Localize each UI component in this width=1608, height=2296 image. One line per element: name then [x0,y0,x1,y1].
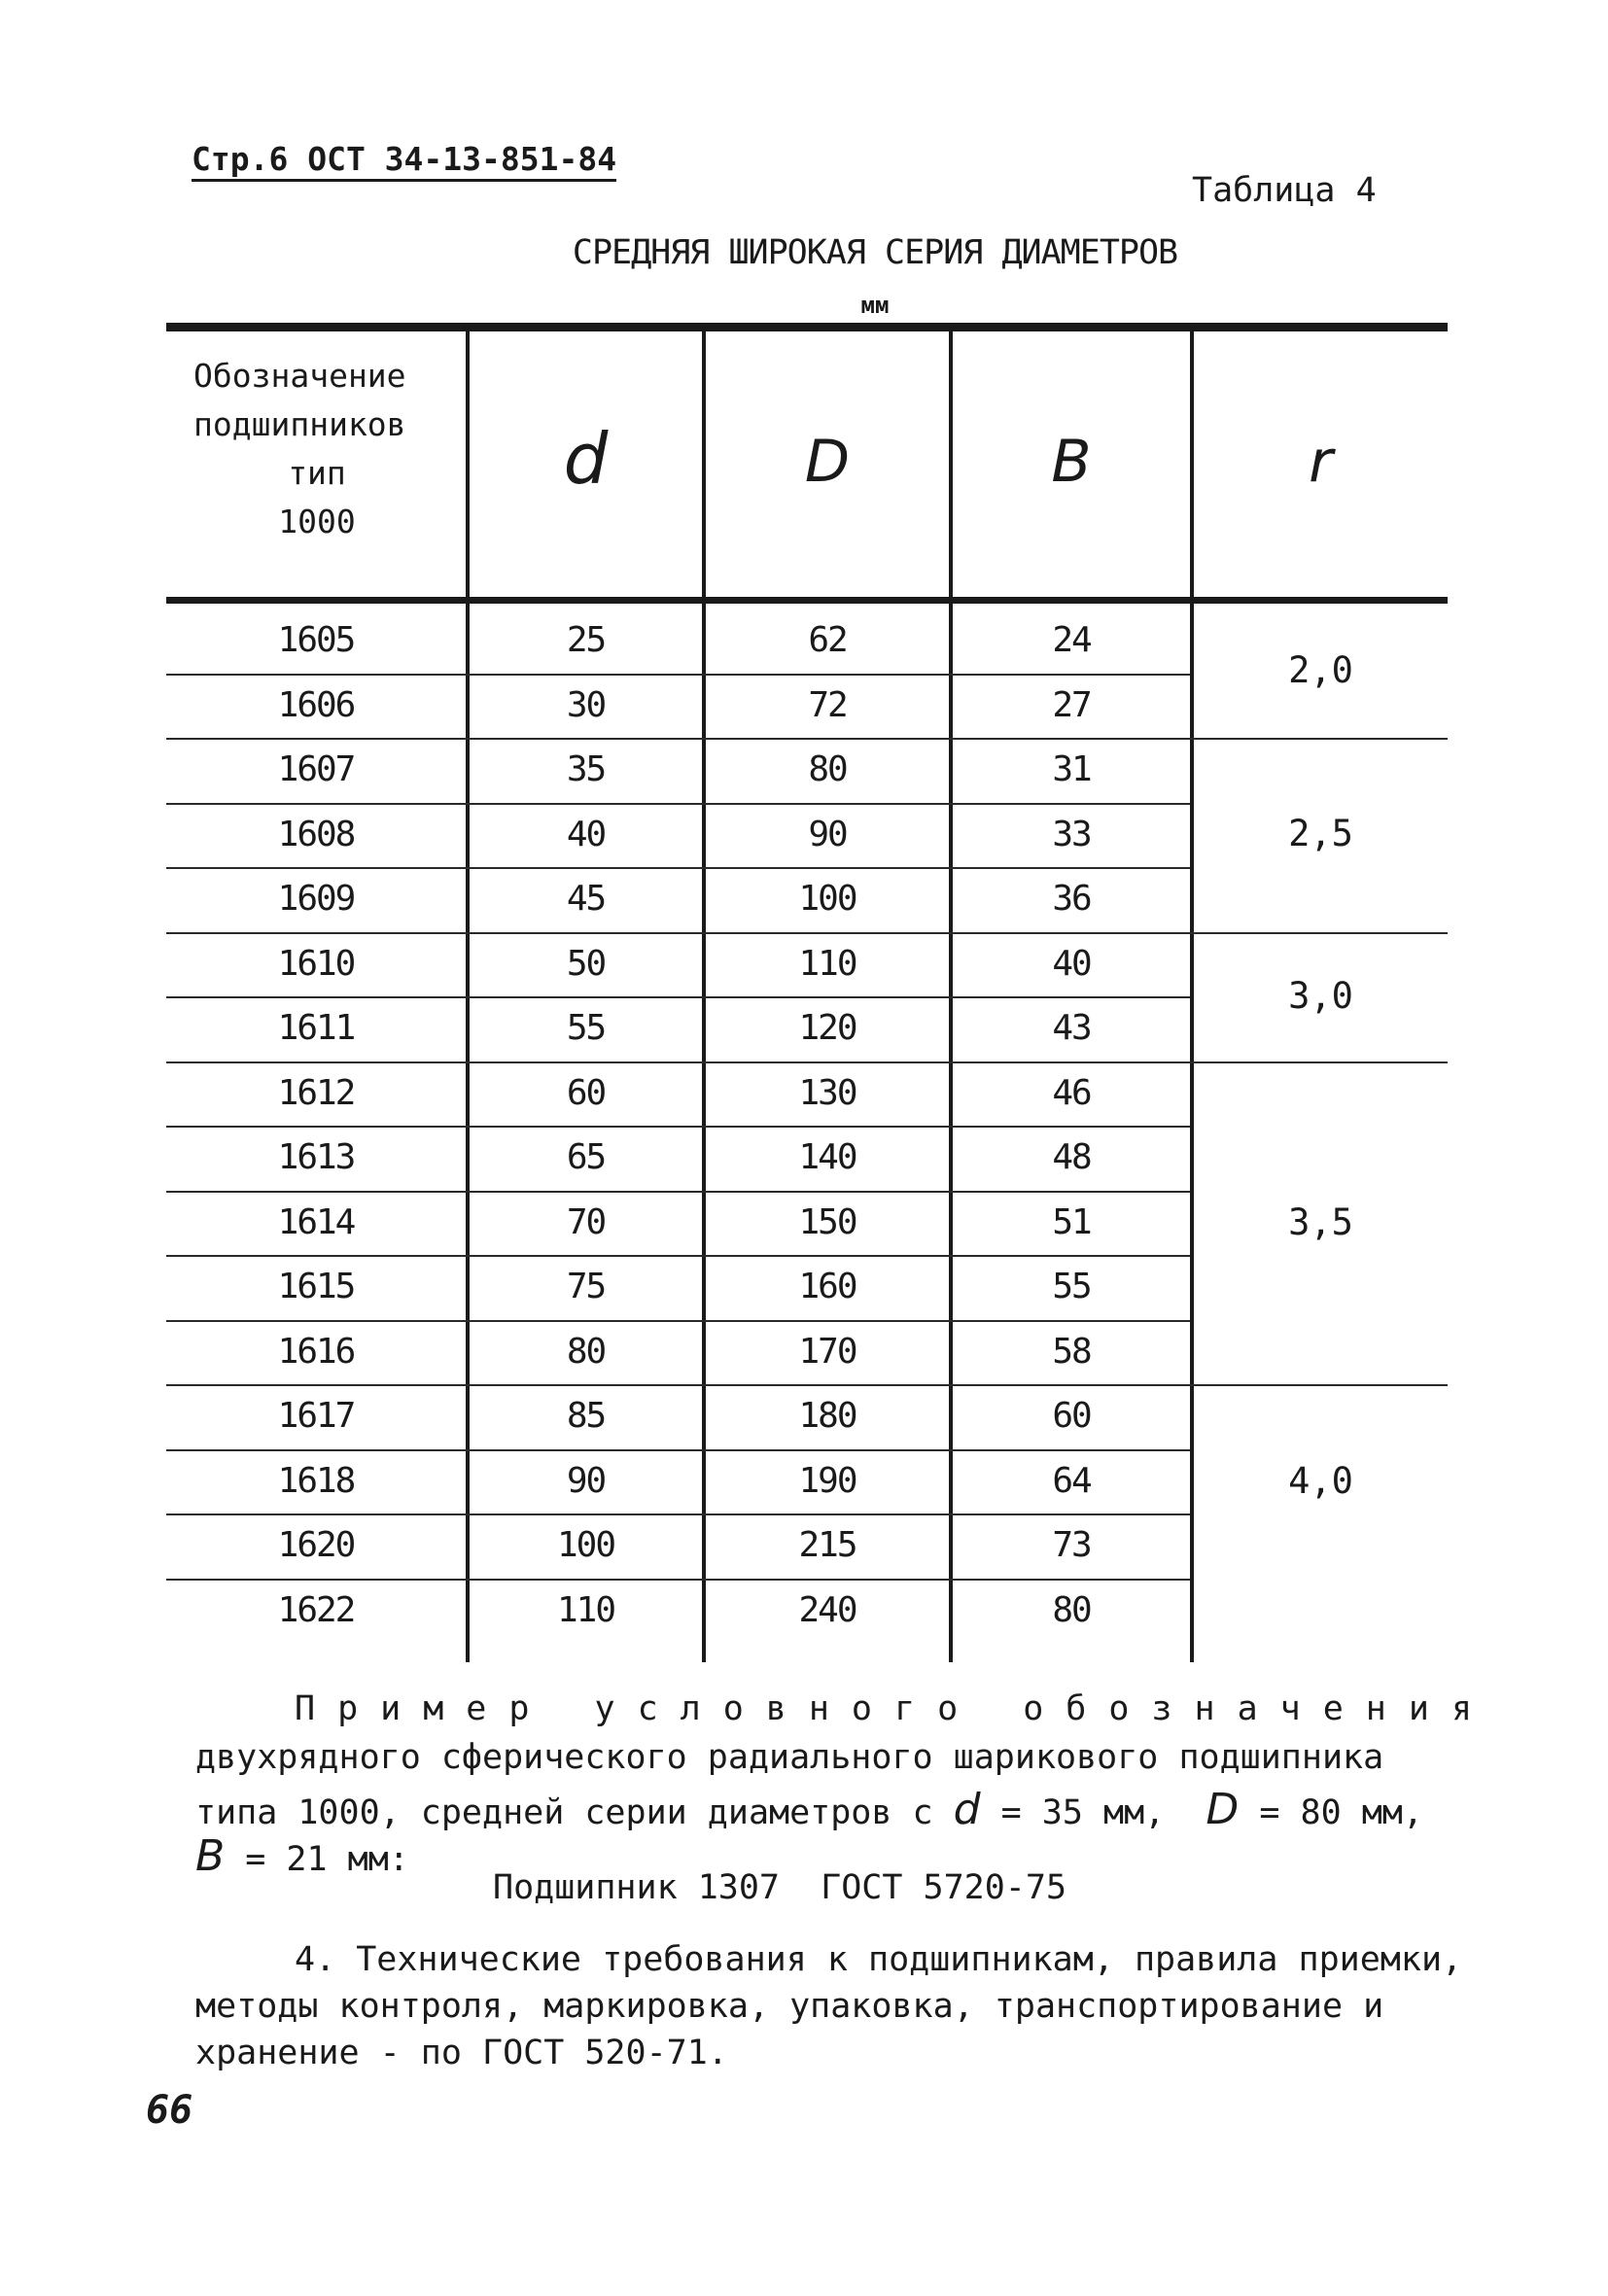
B-cell: 51 [1052,1201,1091,1242]
header-d: d [563,418,609,500]
designation-cell: 1607 [277,749,355,789]
d-cell: 90 [566,1460,606,1501]
clause-line: хранение - по ГОСТ 520-71. [195,2034,728,2072]
row-divider [166,803,1190,805]
example-text: типа 1000, средней серии диаметров с [195,1793,954,1832]
D-cell: 90 [808,814,847,854]
B-cell: 73 [1052,1525,1091,1565]
row-divider [166,738,1448,740]
example-text: = 35 мм, [980,1793,1206,1832]
D-cell: 160 [798,1267,856,1306]
B-cell: 33 [1052,814,1091,854]
d-cell: 35 [566,749,606,789]
B-cell: 27 [1052,684,1091,725]
r-value: 2,5 [1288,813,1353,854]
d-cell: 75 [566,1267,606,1306]
designation-cell: 1614 [277,1201,355,1242]
table-label: Таблица 4 [1192,171,1377,210]
example-heading: Пример условного обозначения [295,1689,1495,1728]
B-cell: 48 [1052,1137,1091,1177]
r-value: 3,5 [1288,1201,1353,1243]
designation-cell: 1617 [277,1396,355,1436]
designation-cell: 1613 [277,1137,355,1177]
B-cell: 64 [1052,1460,1091,1501]
d-cell: 85 [566,1396,606,1436]
row-divider [166,674,1190,676]
designation-cell: 1622 [277,1589,355,1630]
header-designation-line: подшипников [193,405,406,443]
row-divider [166,1191,1190,1193]
D-cell: 240 [798,1589,856,1630]
row-divider [166,1579,1190,1581]
row-divider [166,1126,1190,1128]
clause-line: 4. Технические требования к подшипникам, правила приемки, [295,1940,1463,1979]
designation-cell: 1610 [277,943,355,984]
table-top-rule [166,323,1448,331]
example-line [195,1831,409,1881]
designation-cell: 1608 [277,814,355,854]
designation-cell: 1618 [277,1460,355,1501]
header-B: B [1051,428,1092,496]
row-divider [166,1384,1448,1386]
B-cell: 31 [1052,749,1091,789]
row-divider [166,996,1190,998]
D-cell: 180 [798,1396,856,1436]
table-title: СРЕДНЯЯ ШИРОКАЯ СЕРИЯ ДИАМЕТРОВ [572,233,1178,272]
D-cell: 120 [798,1008,856,1048]
B-cell: 80 [1052,1589,1091,1630]
D-cell: 170 [798,1331,856,1372]
B-cell: 58 [1052,1331,1091,1372]
B-cell: 55 [1052,1267,1091,1306]
D-cell: 190 [798,1460,856,1501]
D-cell: 100 [798,879,856,919]
designation-cell: 1606 [277,684,355,725]
table-header-rule [166,597,1448,604]
symbol-D: D [1206,1785,1240,1834]
designation-cell: 1612 [277,1072,355,1113]
D-cell: 80 [808,749,847,789]
row-divider [166,1449,1190,1451]
r-value: 2,0 [1288,649,1353,691]
example-text: = 21 мм: [225,1840,409,1879]
B-cell: 40 [1052,943,1091,984]
d-cell: 45 [566,879,606,919]
D-cell: 62 [808,620,847,660]
example-line: двухрядного сферического радиального шарикового подшипника [195,1738,1384,1777]
B-cell: 60 [1052,1396,1091,1436]
d-cell: 80 [566,1331,606,1372]
r-value: 3,0 [1288,975,1353,1017]
designation-cell: 1609 [277,879,355,919]
example-designation: Подшипник 1307 ГОСТ 5720-75 [493,1868,1067,1907]
d-cell: 30 [566,684,606,725]
symbol-d: d [953,1785,981,1834]
table-units: мм [860,292,890,319]
page-number: 66 [146,2088,193,2133]
designation-cell: 1605 [277,620,355,660]
header-designation [166,352,468,546]
B-cell: 43 [1052,1008,1091,1048]
example-text: = 80 мм, [1239,1793,1423,1832]
symbol-B: B [195,1831,226,1881]
header-designation-line: Обозначение [193,357,406,395]
D-cell: 140 [798,1137,856,1177]
d-cell: 25 [566,620,606,660]
D-cell: 215 [798,1525,856,1565]
designation-cell: 1615 [277,1267,355,1306]
d-cell: 60 [566,1072,606,1113]
d-cell: 110 [556,1589,615,1630]
designation-cell: 1620 [277,1525,355,1565]
example-line [195,1785,1423,1834]
row-divider [166,932,1448,934]
row-divider [166,1513,1190,1515]
header-D: D [804,428,851,496]
d-cell: 40 [566,814,606,854]
B-cell: 24 [1052,620,1091,660]
row-divider [166,1320,1190,1322]
D-cell: 110 [798,943,856,984]
d-cell: 100 [556,1525,615,1565]
r-value: 4,0 [1288,1460,1353,1502]
row-divider [166,1255,1190,1257]
B-cell: 46 [1052,1072,1091,1113]
D-cell: 72 [808,684,847,725]
d-cell: 70 [566,1201,606,1242]
B-cell: 36 [1052,879,1091,919]
header-designation-line: 1000 [278,503,356,540]
d-cell: 50 [566,943,606,984]
page-reference: Стр.6 ОСТ 34-13-851-84 [192,142,616,182]
D-cell: 130 [798,1072,856,1113]
row-divider [166,1061,1448,1063]
header-designation-line: тип [288,454,346,492]
d-cell: 55 [566,1008,606,1048]
clause-line: методы контроля, маркировка, упаковка, транспортирование и [195,1987,1384,2026]
row-divider [166,867,1190,869]
D-cell: 150 [798,1201,856,1242]
d-cell: 65 [566,1137,606,1177]
header-r: r [1309,428,1333,496]
designation-cell: 1616 [277,1331,355,1372]
designation-cell: 1611 [277,1008,355,1048]
